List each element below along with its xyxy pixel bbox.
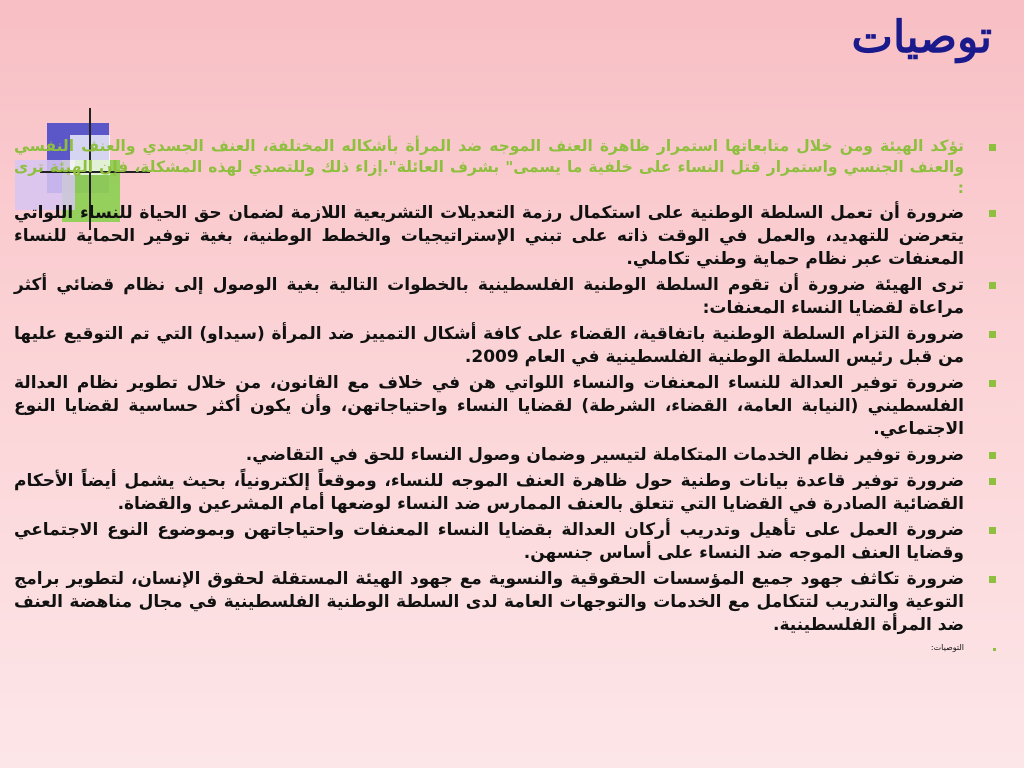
square-bullet-icon <box>993 648 996 651</box>
list-item <box>14 519 964 565</box>
square-bullet-icon <box>989 210 996 217</box>
list-item <box>14 444 964 467</box>
list-item-text: تؤكد الهيئة ومن خلال متابعاتها استمرار ظاهرة العنف الموجه ضد المرأة بأشكاله المختلفة، العنف الجسدي والعنف النفسي والعنف الجنسي واستمرار قتل النساء على خلفية ما يسمى" بشرف العائلة".إزاء ذلك وللتصدي لهذه المشكلة، فإن الهيئة ترى : <box>14 137 964 197</box>
square-bullet-icon <box>989 527 996 534</box>
square-bullet-icon <box>989 478 996 485</box>
list-item <box>14 372 964 441</box>
list-item <box>14 323 964 369</box>
recommendations-list <box>14 136 964 658</box>
list-item <box>14 274 964 320</box>
list-item-text: ضرورة أن تعمل السلطة الوطنية على استكمال رزمة التعديلات التشريعية اللازمة لضمان حق الحياة للنساء اللواتي يتعرضن للتهديد، والعمل في الوقت ذاته على تبني الإستراتيجيات والخطط الوطنية، بغية توفير الحماية للنساء المعنفات عبر نظام حماية وطني تكاملي. <box>14 203 964 269</box>
list-item-text: التوصيات: <box>930 643 964 652</box>
square-bullet-icon <box>989 282 996 289</box>
slide-title: توصيات <box>851 12 992 63</box>
square-bullet-icon <box>989 144 996 151</box>
square-bullet-icon <box>989 331 996 338</box>
list-item-text: ضرورة توفير نظام الخدمات المتكاملة لتيسير وضمان وصول النساء للحق في التقاضي. <box>245 445 964 465</box>
list-item-text: ضرورة التزام السلطة الوطنية باتفاقية، القضاء على كافة أشكال التمييز ضد المرأة (سيداو) التي تم التوقيع عليها من قبل رئيس السلطة الوطنية الفلسطينية في العام 2009. <box>14 324 964 367</box>
list-item-text: ضرورة توفير قاعدة بيانات وطنية حول ظاهرة العنف الموجه للنساء، وموقعاً إلكترونياً، بحيث يشمل أيضاً الأحكام القضائية الصادرة في القضايا التي تتعلق بالعنف الممارس ضد النساء لوضعها أمام المشرعين والقضاة. <box>14 471 964 514</box>
list-item-text: ضرورة العمل على تأهيل وتدريب أركان العدالة بقضايا النساء المعنفات واحتياجاتهن وبموضوع النوع الاجتماعي وقضايا العنف الموجه ضد النساء على أساس جنسهن. <box>14 520 964 563</box>
list-item-text: ترى الهيئة ضرورة أن تقوم السلطة الوطنية الفلسطينية بالخطوات التالية بغية الوصول إلى نظام قضائي أكثر مراعاة لقضايا النساء المعنفات: <box>14 275 964 318</box>
square-bullet-icon <box>989 380 996 387</box>
list-item <box>14 470 964 516</box>
list-item-text: ضرورة توفير العدالة للنساء المعنفات والنساء اللواتي هن في خلاف مع القانون، من خلال تطوير نظام العدالة الفلسطيني (النيابة العامة، القضاء، الشرطة) لقضايا النساء واحتياجاتهن، وأن يكون أكثر حساسية لقضايا النوع الاجتماعي. <box>14 373 964 439</box>
square-bullet-icon <box>989 452 996 459</box>
list-item-text: ضرورة تكاثف جهود جميع المؤسسات الحقوقية والنسوية مع جهود الهيئة المستقلة لحقوق الإنسان، لتطوير برامج التوعية والتدريب لتتكامل مع الخدمات والتوجهات العامة لدى السلطة الوطنية الفلسطينية في مجال مناهضة العنف ضد المرأة الفلسطينية. <box>14 569 964 635</box>
list-item <box>14 641 964 655</box>
list-item <box>14 136 964 199</box>
list-item <box>14 202 964 271</box>
list-item <box>14 568 964 637</box>
square-bullet-icon <box>989 576 996 583</box>
